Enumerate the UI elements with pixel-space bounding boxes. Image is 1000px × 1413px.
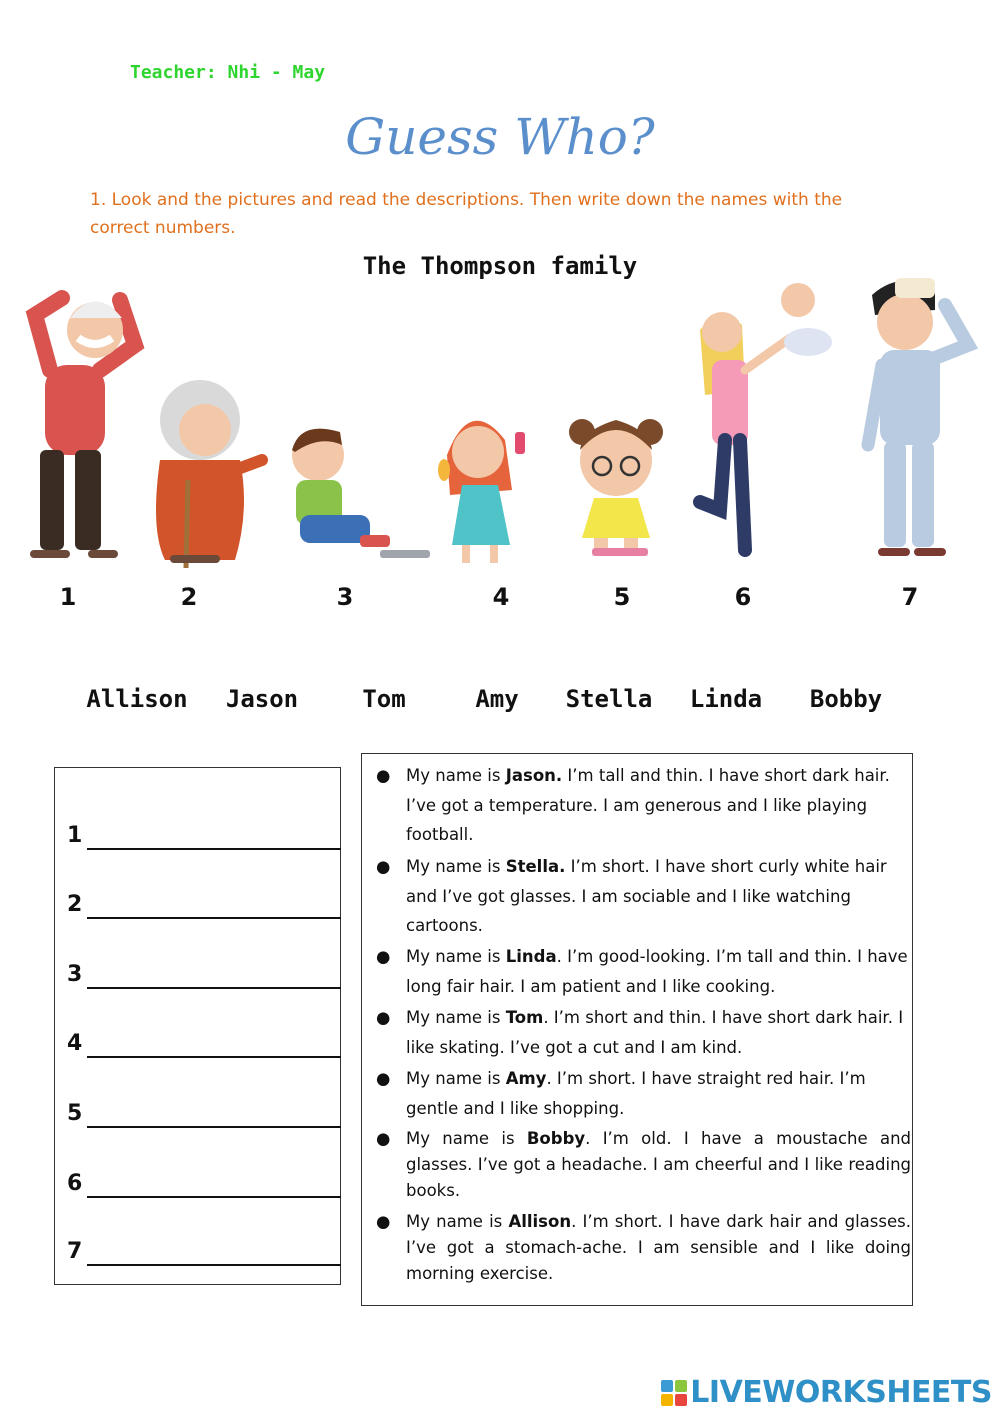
answer-number: 7 (67, 1239, 83, 1264)
girl-mirror-figure (438, 421, 525, 563)
description-name: Linda (505, 947, 557, 966)
answer-row (67, 889, 341, 919)
grandfather-figure (30, 298, 135, 558)
name-option: Allison (86, 685, 188, 713)
family-title: The Thompson family (362, 252, 638, 280)
answer-number: 4 (67, 1031, 83, 1056)
description-item: ● My name is Amy. I’m short. I have straight red hair. I’m gentle and I like shopping. (376, 1064, 911, 1123)
answer-input[interactable] (87, 1196, 341, 1198)
family-illustration (0, 270, 1000, 570)
description-name: Stella. (505, 857, 566, 876)
logo-text: LIVEWORKSHEETS (690, 1375, 992, 1410)
answer-input[interactable] (87, 1126, 341, 1128)
liveworksheets-logo (661, 1375, 992, 1410)
picture-number-6: 6 (734, 583, 752, 611)
instruction-text: 1. Look and the pictures and read the descriptions. Then write down the names with the correct numbers. (90, 190, 843, 238)
teacher-label: Teacher: Nhi - May (130, 62, 326, 83)
answer-number: 2 (67, 892, 83, 917)
bullet-icon: ● (376, 1008, 391, 1027)
name-option: Amy (475, 685, 519, 713)
father-figure (868, 278, 968, 556)
answer-input[interactable] (87, 1056, 341, 1058)
description-item: ● My name is Stella. I’m short. I have short curly white hair and I’ve got glasses. I am sociable and I like watching cartoons. (376, 852, 911, 941)
description-name: Jason. (505, 766, 563, 785)
answer-number: 1 (67, 823, 83, 848)
boy-figure (292, 429, 430, 558)
answer-number: 5 (67, 1101, 83, 1126)
name-option: Bobby (809, 685, 883, 713)
page-title: Guess Who? (345, 108, 655, 166)
answer-row (67, 820, 341, 850)
answer-row (67, 1168, 341, 1198)
description-item: ● My name is Linda. I’m good-looking. I’m tall and thin. I have long fair hair. I am patient and I like cooking. (376, 942, 911, 1001)
grandmother-figure (156, 380, 262, 568)
bullet-icon: ● (376, 1212, 391, 1231)
name-option: Tom (362, 685, 406, 713)
description-item: ● My name is Allison. I’m short. I have dark hair and glasses. I’ve got a stomach-ache. I am sensible and I like doing morning exercise. (376, 1209, 911, 1287)
picture-number-4: 4 (492, 583, 510, 611)
answer-input[interactable] (87, 1264, 341, 1266)
description-name: Bobby (526, 1129, 586, 1148)
bullet-icon: ● (376, 1069, 391, 1088)
picture-number-5: 5 (613, 583, 631, 611)
answer-number: 6 (67, 1171, 83, 1196)
mother-baby-figure (700, 283, 832, 550)
picture-number-1: 1 (59, 583, 77, 611)
bullet-icon: ● (376, 1129, 391, 1148)
description-name: Amy (505, 1069, 547, 1088)
answer-input[interactable] (87, 987, 341, 989)
descriptions-box (361, 753, 913, 1306)
bullet-icon: ● (376, 857, 391, 876)
girl-glasses-figure (569, 419, 663, 556)
description-name: Allison (508, 1212, 572, 1231)
name-option: Stella (565, 685, 653, 713)
picture-number-7: 7 (901, 583, 919, 611)
bullet-icon: ● (376, 947, 391, 966)
logo-icon (661, 1380, 687, 1406)
description-item: ● My name is Bobby. I’m old. I have a moustache and glasses. I’ve got a headache. I am cheerful and I like reading books. (376, 1126, 911, 1204)
picture-number-3: 3 (336, 583, 354, 611)
answer-box (54, 767, 341, 1285)
answer-input[interactable] (87, 848, 341, 850)
answer-number: 3 (67, 962, 83, 987)
picture-number-2: 2 (180, 583, 198, 611)
bullet-icon: ● (376, 766, 391, 785)
answer-row (67, 1236, 341, 1266)
answer-row (67, 959, 341, 989)
answer-row (67, 1028, 341, 1058)
description-item: ● My name is Tom. I’m short and thin. I have short dark hair. I like skating. I’ve got a cut and I am kind. (376, 1003, 911, 1062)
answer-input[interactable] (87, 917, 341, 919)
description-item: ● My name is Jason. I’m tall and thin. I have short dark hair. I’ve got a temperature. I am generous and I like playing football. (376, 761, 911, 850)
name-option: Linda (689, 685, 763, 713)
name-option: Jason (225, 685, 299, 713)
answer-row (67, 1098, 341, 1128)
description-name: Tom (505, 1008, 544, 1027)
